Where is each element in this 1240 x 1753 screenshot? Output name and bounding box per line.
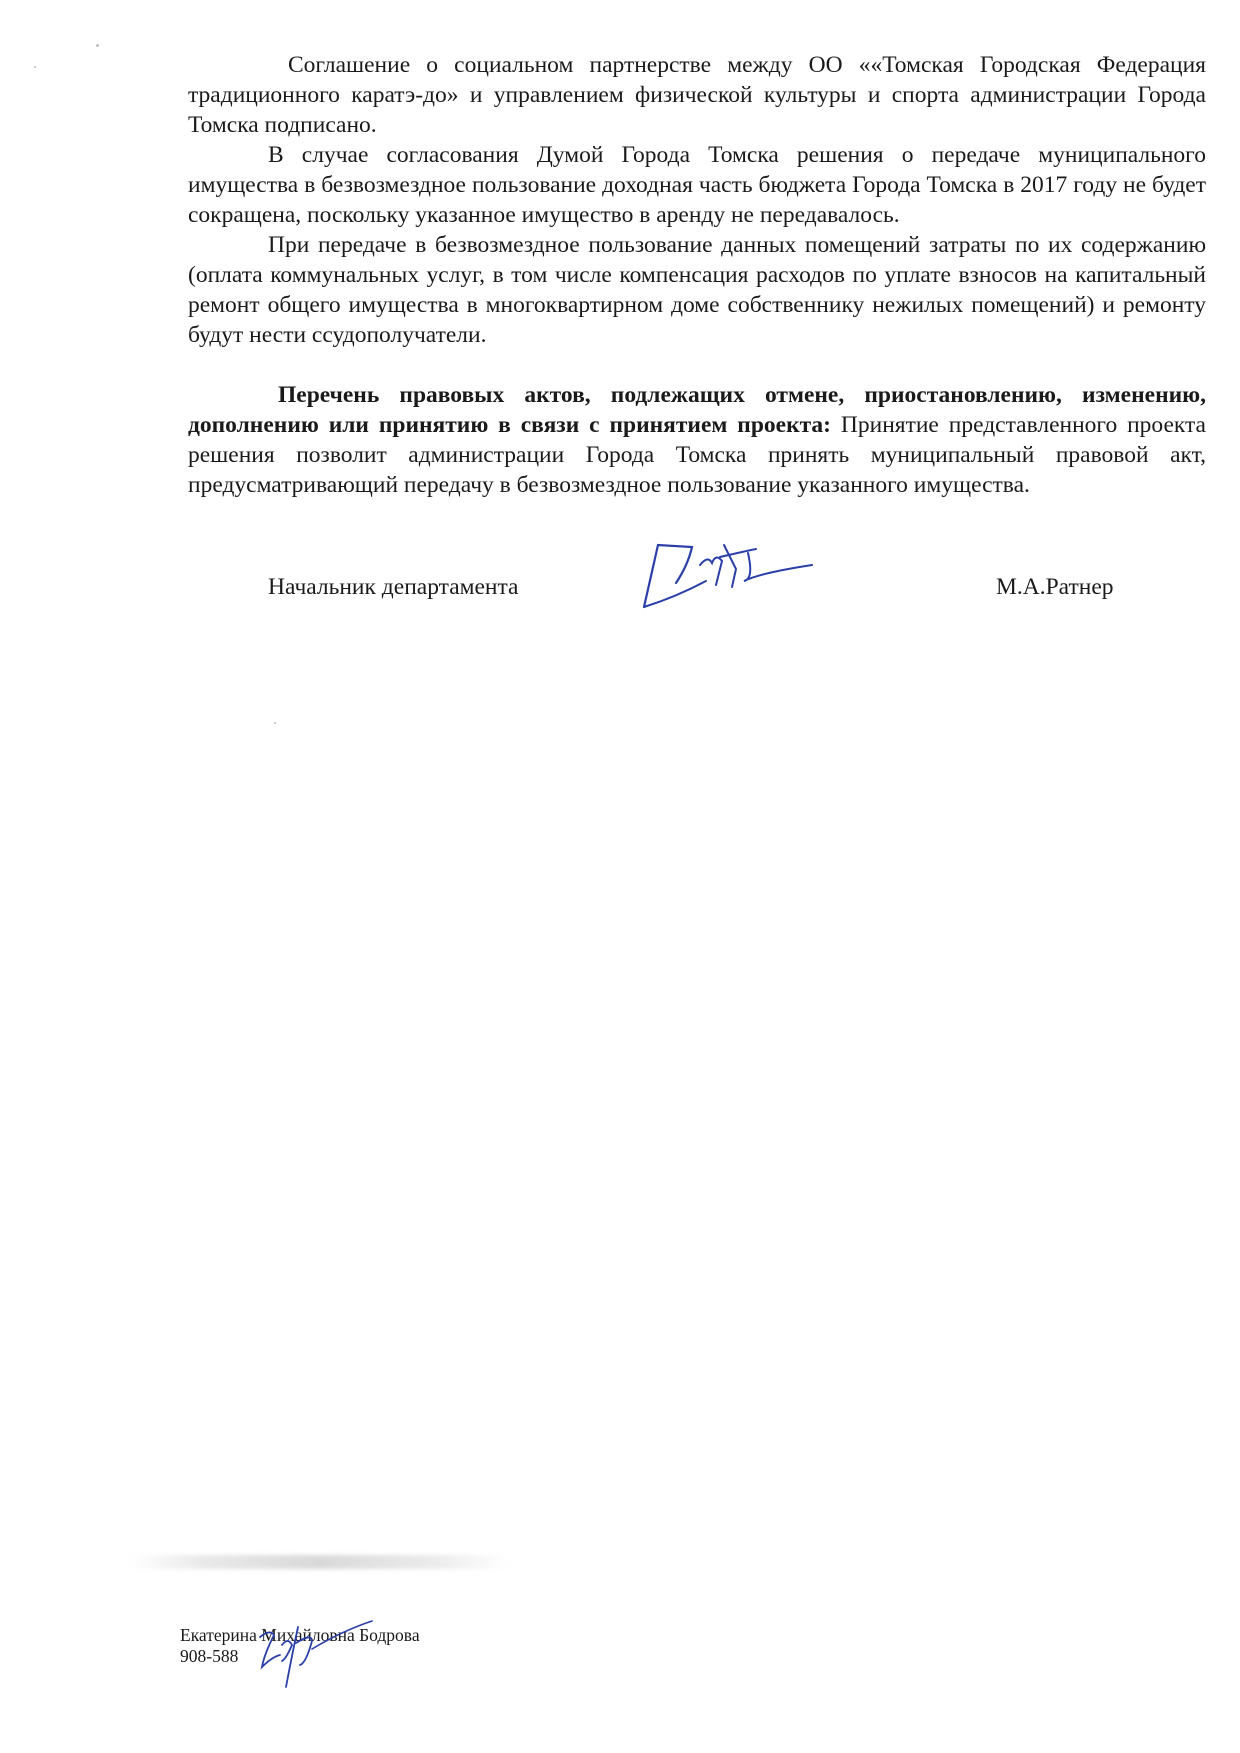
paragraph-costs: При передаче в безвозмездное пользование данных помещений затраты по их содержанию (оплата коммунальных услуг, в том числе компенсация расходов по уплате взносов на капитальный ремонт общего имущества в многоквартирном доме собственнику нежилых помещений) и ремонту будут нести ссудополучатели. <box>188 232 1206 348</box>
signatory-title: Начальник департамента <box>268 574 519 600</box>
scan-artifact <box>130 1555 510 1569</box>
paragraph-partnership: Соглашение о социальном партнерстве между ОО ««Томская Городская Федерация традиционного каратэ-до» и управлением физической культуры и спорта администрации Города Томска подписано. <box>188 52 1206 138</box>
document-body <box>188 50 1206 500</box>
scan-speck <box>96 44 99 47</box>
executor-signature <box>252 1615 382 1695</box>
scan-speck <box>274 722 276 724</box>
handwritten-signature <box>636 535 816 615</box>
signature-row <box>0 574 1240 614</box>
signatory-name: М.А.Ратнер <box>996 574 1114 600</box>
executor-name: Екатерина Михайловна Бодрова <box>180 1625 420 1645</box>
paragraph-budget: В случае согласования Думой Города Томска решения о передаче муниципального имущества в безвозмездное пользование доходная часть бюджета Города Томска в 2017 году не будет сокращена, поскольку указанное имущество в аренду не передавалось. <box>188 142 1206 228</box>
executor-phone: 908-588 <box>180 1646 239 1666</box>
legal-acts-heading: Перечень правовых актов, подлежащих отмене, приостановлению, изменению, дополнению или принятию в связи с принятием проекта: <box>188 382 1206 438</box>
scan-speck <box>34 66 36 68</box>
paragraph-legal-acts <box>188 380 1206 500</box>
legal-acts-text: Принятие представленного проекта решения позволит администрации Города Томска принять муниципальный правовой акт, предусматривающий передачу в безвозмездное пользование указанного имущества. <box>188 412 1206 498</box>
